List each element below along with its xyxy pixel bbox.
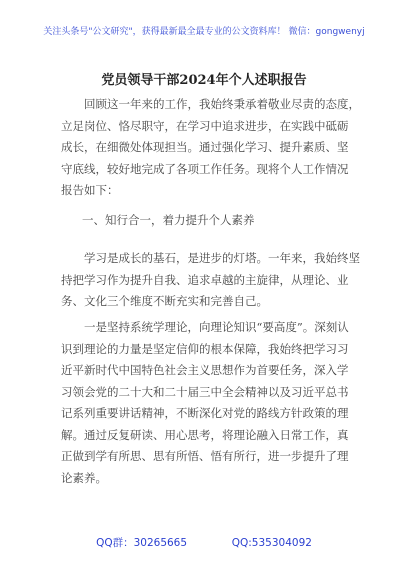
- paragraph-line: 学习是成长的基石，是进步的灯塔。一年来，我始终坚: [61, 251, 360, 265]
- paragraph-line: 记系列重要讲话精神，不断深化对党的路线方针政策的理: [61, 406, 349, 420]
- paragraph-line: 解。通过反复研读、用心思考，将理论融入日常工作，真: [61, 427, 349, 442]
- paragraph-line: 近平新时代中国特色社会主义思想作为首要任务，深入学: [61, 363, 349, 377]
- paragraph-line: 守底线，较好地完成了各项工作任务。现将个人工作情况: [61, 161, 349, 176]
- paragraph-line: 立足岗位、恪尽职守，在学习中追求进步，在实践中砥砺: [61, 118, 349, 133]
- footer-qq-group: QQ群：30265665: [96, 537, 188, 549]
- section-heading: 一、知行合一，着力提升个人素养: [82, 213, 255, 227]
- paragraph-line: 务、文化三个维度不断充实和完善自己。: [61, 294, 268, 308]
- paragraph-line: 回顾这一年来的工作，我始终秉承着敬业尽责的态度，: [61, 97, 360, 111]
- paragraph-line: 持把学习作为提升自我、追求卓越的主旋律，从理论、业: [61, 272, 349, 287]
- paragraph-line: 一是坚持系统学理论，向理论知识“要高度”。深刻认: [61, 320, 349, 334]
- footer-contact: [0, 535, 408, 550]
- learning-paragraph: [61, 248, 360, 313]
- footer-qq: QQ:535304092: [231, 537, 312, 549]
- paragraph-line: 正做到学有所思、思有所悟、悟有所行，进一步提升了理: [61, 449, 349, 463]
- paragraph-line: 识到理论的力量是坚定信仰的根本保障，我始终把学习习: [61, 341, 349, 356]
- document-title: 党员领导干部2024年个人述职报告: [101, 73, 307, 88]
- paragraph-line: 报告如下：: [61, 183, 119, 197]
- theory-paragraph: [61, 317, 351, 489]
- header-banner: 关注头条号"公文研究"，获得最新最全最专业的公文资料库！ 微信：gongwenyj: [43, 27, 365, 37]
- paragraph-line: 成长，在细微处体现担当。通过强化学习、提升素质、坚: [61, 140, 349, 154]
- paragraph-line: 论素养。: [61, 470, 107, 485]
- intro-paragraph: [61, 94, 360, 202]
- paragraph-line: 习领会党的二十大和二十届三中全会精神以及习近平总书: [61, 384, 349, 399]
